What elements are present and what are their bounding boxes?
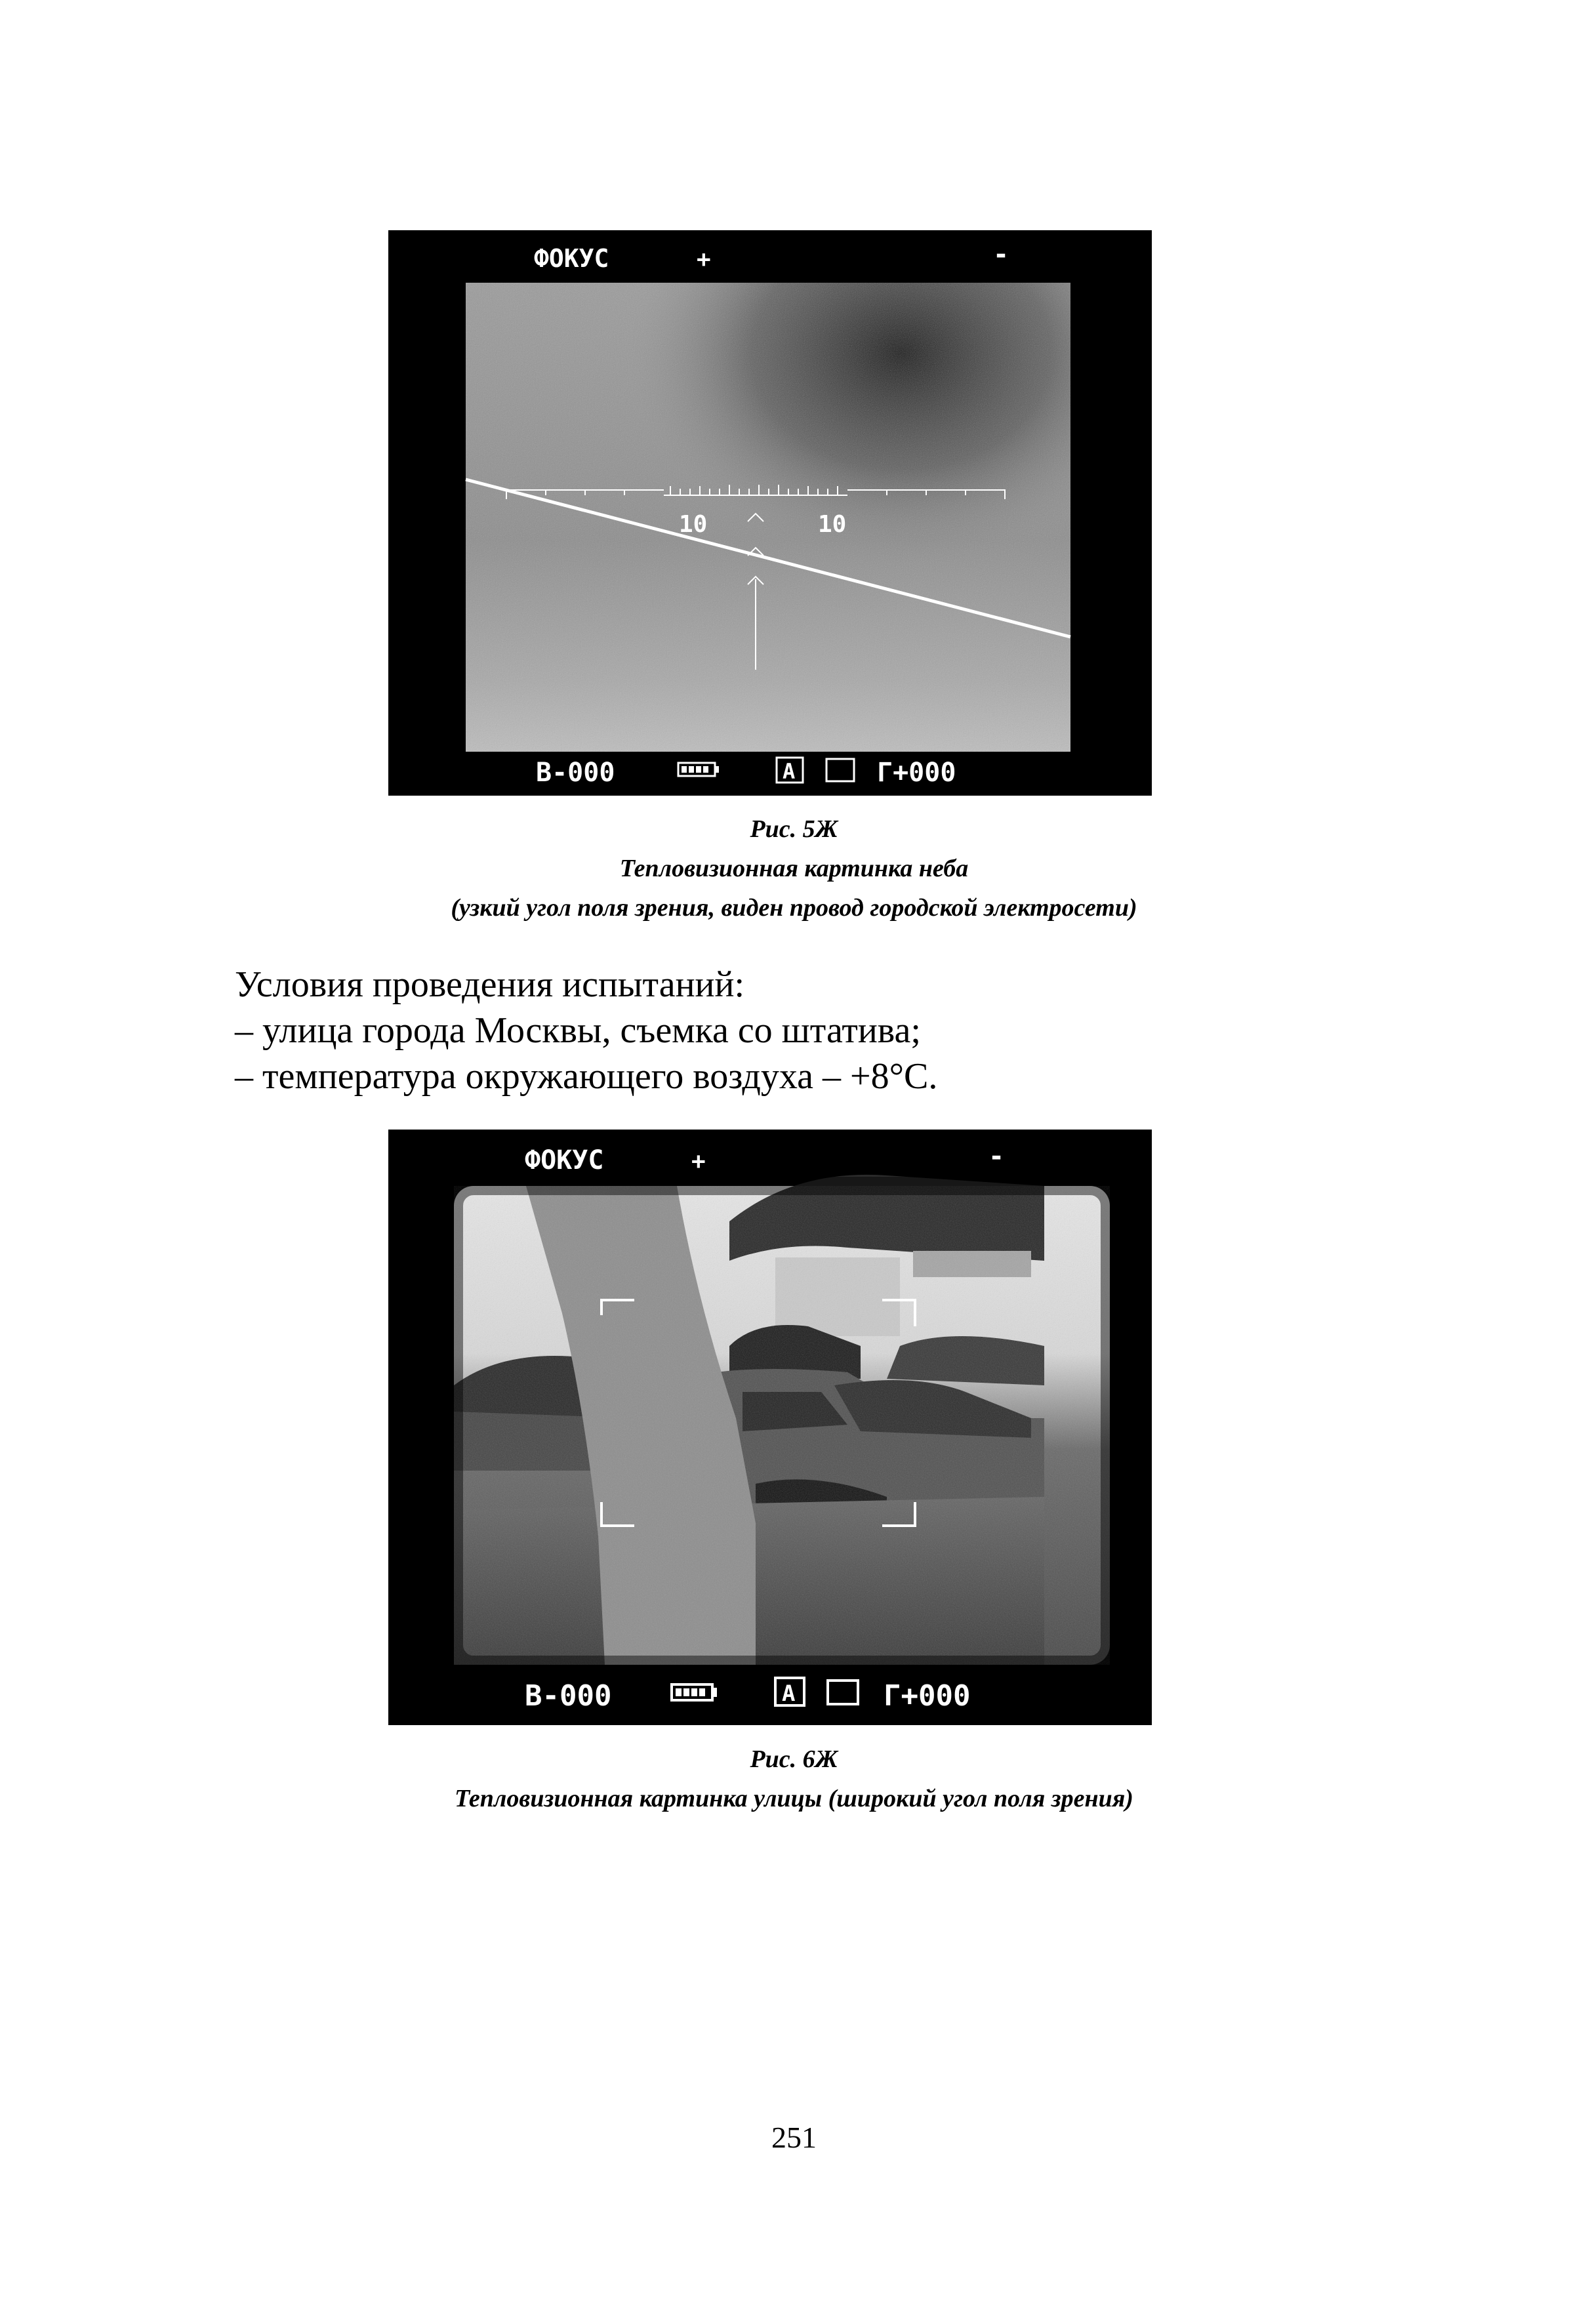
- test-conditions: [235, 962, 1389, 1099]
- focus-minus: -: [993, 239, 1009, 270]
- test-condition-item: – улица города Москвы, съемка со штатива;: [235, 1010, 921, 1051]
- figure1-caption-title: Тепловизионная картинка неба: [619, 855, 969, 882]
- focus-plus: +: [697, 246, 711, 273]
- thermal-viewfinder-sky: [388, 230, 1152, 796]
- svg-text:A: A: [782, 1681, 796, 1707]
- thermal-image-street: [388, 1130, 1152, 1725]
- page-number: 251: [771, 2121, 817, 2154]
- scale-label-left: 10: [679, 511, 708, 538]
- figure2-caption-title: Тепловизионная картинка улицы (широкий угол поля зрения): [455, 1785, 1133, 1812]
- horizontal-angle-readout: Г+000: [877, 758, 956, 788]
- focus-minus: -: [988, 1141, 1005, 1172]
- scale-label-right: 10: [818, 511, 847, 538]
- focus-label: ФОКУС: [525, 1145, 604, 1175]
- vertical-angle-readout: В-000: [536, 758, 615, 788]
- figure1-caption-note: (узкий угол поля зрения, виден провод городской электросети): [451, 894, 1137, 922]
- test-conditions-heading: Условия проведения испытаний:: [235, 964, 745, 1005]
- svg-text:A: A: [783, 759, 796, 784]
- thermal-viewfinder-street: [388, 1130, 1152, 1725]
- test-condition-item: – температура окружающего воздуха – +8°C.: [235, 1056, 938, 1097]
- street-thermal-field: [454, 1175, 1110, 1665]
- figure2-caption-number: Рис. 6Ж: [750, 1745, 838, 1773]
- vertical-angle-readout: В-000: [525, 1679, 612, 1713]
- figure1-caption-number: Рис. 5Ж: [750, 815, 838, 843]
- horizontal-angle-readout: Г+000: [884, 1679, 971, 1713]
- thermal-image-sky: [388, 230, 1152, 796]
- focus-plus: +: [691, 1148, 706, 1175]
- focus-label: ФОКУС: [534, 244, 609, 273]
